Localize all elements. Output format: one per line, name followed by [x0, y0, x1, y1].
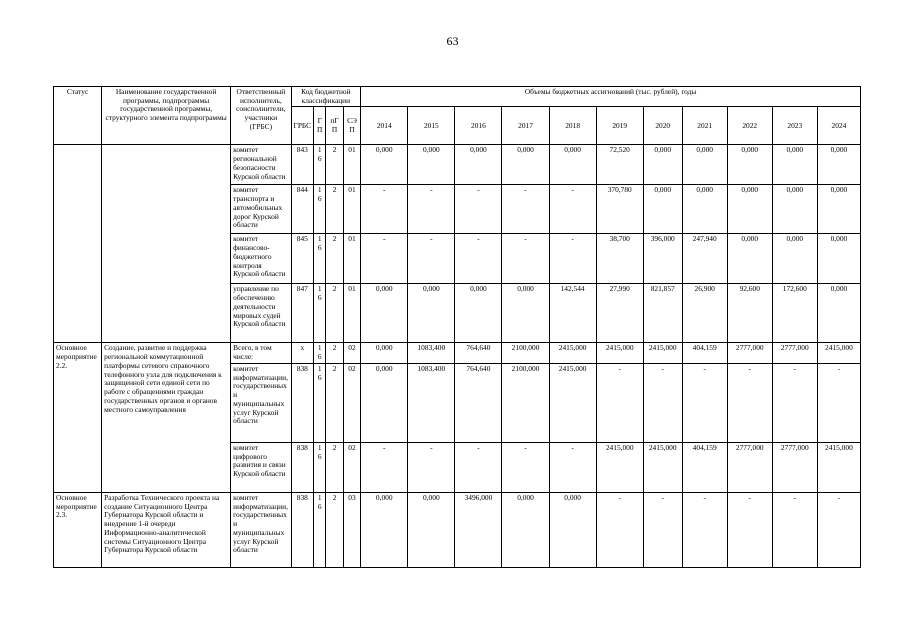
responsible-cell: комитет региональной безопасности Курской области — [231, 145, 291, 185]
code-grbs: 847 — [291, 284, 314, 343]
code-grbs: 838 — [291, 492, 314, 567]
value-cell: 370,780 — [596, 185, 643, 234]
code-sep: 01 — [343, 185, 360, 234]
responsible-cell: Всего, в том числе: — [231, 343, 291, 363]
value-cell: 2100,000 — [502, 363, 549, 442]
budget-table — [53, 86, 861, 568]
value-cell: 142,544 — [549, 284, 596, 343]
value-cell: - — [502, 442, 549, 492]
value-cell: 2100,000 — [502, 343, 549, 363]
value-cell: 2415,000 — [596, 442, 643, 492]
code-gp: 16 — [314, 492, 326, 567]
header-code-pgp: пГП — [326, 107, 343, 145]
value-cell: 0,000 — [772, 185, 817, 234]
value-cell: - — [643, 492, 682, 567]
value-cell: 404,159 — [682, 442, 727, 492]
code-grbs: 843 — [291, 145, 314, 185]
value-cell: 0,000 — [361, 145, 408, 185]
code-grbs: 838 — [291, 442, 314, 492]
code-pgp: 2 — [326, 185, 343, 234]
value-cell: - — [361, 185, 408, 234]
header-year: 2020 — [643, 107, 682, 145]
code-gp: 16 — [314, 442, 326, 492]
code-gp: 16 — [314, 343, 326, 363]
status-cell: Основное мероприятие 2.2. — [54, 343, 102, 492]
responsible-cell: комитет цифрового развития и связи Курской области — [231, 442, 291, 492]
value-cell: 0,000 — [817, 145, 860, 185]
value-cell: 72,520 — [596, 145, 643, 185]
value-cell: 2777,000 — [727, 343, 772, 363]
value-cell: - — [455, 185, 502, 234]
value-cell: 0,000 — [408, 284, 455, 343]
value-cell: 0,000 — [643, 145, 682, 185]
value-cell: 247,940 — [682, 234, 727, 284]
header-code-group: Код бюджетной классификации — [291, 87, 361, 107]
code-gp: 16 — [314, 363, 326, 442]
value-cell: - — [408, 234, 455, 284]
value-cell: - — [817, 492, 860, 567]
header-year: 2016 — [455, 107, 502, 145]
value-cell: 0,000 — [727, 234, 772, 284]
value-cell: - — [455, 234, 502, 284]
value-cell: 2415,000 — [817, 442, 860, 492]
header-year: 2019 — [596, 107, 643, 145]
code-grbs: 845 — [291, 234, 314, 284]
value-cell: 0,000 — [817, 284, 860, 343]
table-row — [54, 492, 861, 567]
value-cell: 1083,400 — [408, 363, 455, 442]
header-code-sep: СЭП — [343, 107, 360, 145]
header-responsible: Ответственный исполнитель, соисполнители, участники (ГРБС) — [231, 87, 291, 145]
value-cell: 2777,000 — [727, 442, 772, 492]
header-year: 2024 — [817, 107, 860, 145]
value-cell: 2415,000 — [643, 343, 682, 363]
name-cell — [102, 145, 231, 343]
value-cell: 0,000 — [408, 492, 455, 567]
header-year: 2021 — [682, 107, 727, 145]
header-year: 2023 — [772, 107, 817, 145]
table-row — [54, 145, 861, 185]
value-cell: - — [727, 363, 772, 442]
value-cell: 0,000 — [643, 185, 682, 234]
code-pgp: 2 — [326, 343, 343, 363]
value-cell: - — [596, 363, 643, 442]
code-sep: 01 — [343, 145, 360, 185]
code-pgp: 2 — [326, 363, 343, 442]
value-cell: - — [682, 492, 727, 567]
value-cell: 821,857 — [643, 284, 682, 343]
header-volume-group: Объемы бюджетных ассигнований (тыс. рублей), годы — [361, 87, 861, 107]
value-cell: 0,000 — [361, 363, 408, 442]
value-cell: 764,640 — [455, 363, 502, 442]
value-cell: 0,000 — [455, 145, 502, 185]
responsible-cell: комитет финансово-бюджетного контроля Курской области — [231, 234, 291, 284]
value-cell: 404,159 — [682, 343, 727, 363]
value-cell: 2415,000 — [596, 343, 643, 363]
code-gp: 16 — [314, 145, 326, 185]
value-cell: - — [408, 442, 455, 492]
name-cell: Создание, развитие и поддержка региональной коммутационной платформы сетевого справочного телефонного узла для подключения к защищенной сети единой сети по работе с обращениями граждан государственных органов и органов местного самоуправления — [102, 343, 231, 492]
header-year: 2018 — [549, 107, 596, 145]
value-cell: - — [455, 442, 502, 492]
code-sep: 01 — [343, 284, 360, 343]
responsible-cell: управление по обеспечению деятельности мировых судей Курской области — [231, 284, 291, 343]
code-grbs: х — [291, 343, 314, 363]
value-cell: - — [772, 492, 817, 567]
code-pgp: 2 — [326, 284, 343, 343]
responsible-cell: комитет транспорта и автомобильных дорог Курской области — [231, 185, 291, 234]
value-cell: 0,000 — [682, 185, 727, 234]
value-cell: 0,000 — [682, 145, 727, 185]
value-cell: - — [361, 442, 408, 492]
value-cell: 0,000 — [408, 145, 455, 185]
value-cell: - — [817, 363, 860, 442]
table-row — [54, 343, 861, 363]
header-code-gp: ГП — [314, 107, 326, 145]
value-cell: 26,900 — [682, 284, 727, 343]
code-gp: 16 — [314, 185, 326, 234]
value-cell: 764,640 — [455, 343, 502, 363]
value-cell: - — [361, 234, 408, 284]
value-cell: - — [596, 492, 643, 567]
header-code-grbs: ГРБС — [291, 107, 314, 145]
value-cell: 0,000 — [772, 145, 817, 185]
value-cell: - — [727, 492, 772, 567]
code-gp: 16 — [314, 284, 326, 343]
value-cell: 0,000 — [549, 145, 596, 185]
value-cell: 0,000 — [502, 492, 549, 567]
page-number: 63 — [446, 34, 459, 48]
value-cell: 3496,000 — [455, 492, 502, 567]
header-row-top — [54, 87, 861, 107]
value-cell: 0,000 — [455, 284, 502, 343]
responsible-cell: комитет информатизации, государственных и муниципальных услуг Курской области — [231, 363, 291, 442]
code-pgp: 2 — [326, 492, 343, 567]
value-cell: 0,000 — [549, 492, 596, 567]
value-cell: - — [549, 234, 596, 284]
value-cell: 92,600 — [727, 284, 772, 343]
value-cell: 0,000 — [361, 492, 408, 567]
value-cell: 27,990 — [596, 284, 643, 343]
code-pgp: 2 — [326, 234, 343, 284]
value-cell: - — [643, 363, 682, 442]
code-sep: 01 — [343, 234, 360, 284]
value-cell: - — [772, 363, 817, 442]
value-cell: - — [549, 185, 596, 234]
value-cell: 0,000 — [727, 145, 772, 185]
responsible-cell: комитет информатизации, государственных и муниципальных услуг Курской области — [231, 492, 291, 567]
code-gp: 16 — [314, 234, 326, 284]
value-cell: 0,000 — [502, 284, 549, 343]
value-cell: 2415,000 — [643, 442, 682, 492]
value-cell: - — [502, 234, 549, 284]
value-cell: 2415,000 — [549, 363, 596, 442]
value-cell: - — [502, 185, 549, 234]
code-sep: 02 — [343, 363, 360, 442]
value-cell: 2777,000 — [772, 442, 817, 492]
code-sep: 02 — [343, 442, 360, 492]
header-year: 2015 — [408, 107, 455, 145]
value-cell: - — [408, 185, 455, 234]
value-cell: 172,600 — [772, 284, 817, 343]
code-sep: 03 — [343, 492, 360, 567]
header-year: 2014 — [361, 107, 408, 145]
value-cell: 38,700 — [596, 234, 643, 284]
value-cell: 0,000 — [361, 284, 408, 343]
value-cell: 2415,000 — [817, 343, 860, 363]
value-cell: 0,000 — [772, 234, 817, 284]
value-cell: - — [682, 363, 727, 442]
value-cell: 2415,000 — [549, 343, 596, 363]
value-cell: - — [549, 442, 596, 492]
status-cell: Основное мероприятие 2.3. — [54, 492, 102, 567]
value-cell: 396,000 — [643, 234, 682, 284]
name-cell: Разработка Технического проекта на создание Ситуационного Центра Губернатора Курской области и внедрение 1-й очереди Информационно-аналитической системы Ситуационного Центра Губернатора Курской области — [102, 492, 231, 567]
code-pgp: 2 — [326, 145, 343, 185]
value-cell: 0,000 — [817, 185, 860, 234]
code-sep: 02 — [343, 343, 360, 363]
code-pgp: 2 — [326, 442, 343, 492]
value-cell: 2777,000 — [772, 343, 817, 363]
value-cell: 1083,400 — [408, 343, 455, 363]
status-cell — [54, 145, 102, 343]
code-grbs: 838 — [291, 363, 314, 442]
header-status: Статус — [54, 87, 102, 145]
value-cell: 0,000 — [361, 343, 408, 363]
header-name: Наименование государственной программы, подпрограммы государственной программы, структурного элемента подпрограммы — [102, 87, 231, 145]
code-grbs: 844 — [291, 185, 314, 234]
header-year: 2022 — [727, 107, 772, 145]
header-year: 2017 — [502, 107, 549, 145]
value-cell: 0,000 — [502, 145, 549, 185]
value-cell: 0,000 — [727, 185, 772, 234]
value-cell: 0,000 — [817, 234, 860, 284]
